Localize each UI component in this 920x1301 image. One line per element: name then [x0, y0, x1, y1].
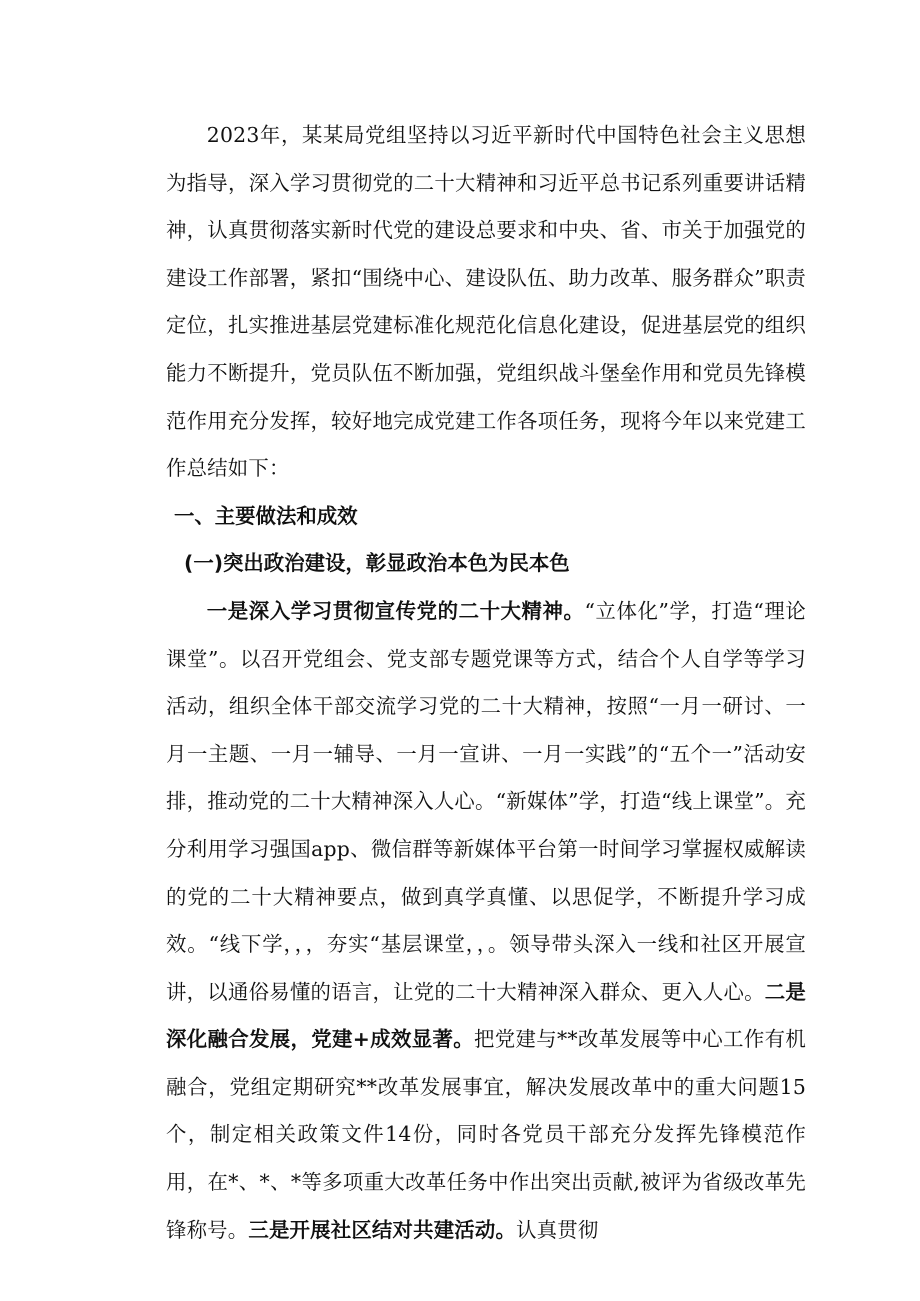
document-page	[166, 112, 806, 1254]
lead-sentence-2: 二是深化融合发展，党建+成效显著。	[166, 979, 807, 1052]
section-heading: 一、主要做法和成效	[174, 503, 358, 528]
body-text-2: 把党建与**改革发展等中心工作有机融合，党组定期研究**改革发展事宜，解决发展改革中的重大问题15个，制定相关政策文件14份，同时各党员干部充分发挥先锋模范作用，在*、*、*等多项重大改革任务中作出突出贡献,被评为省级改革先锋称号。	[166, 1027, 806, 1242]
lead-sentence-1: 一是深入学习贯彻宣传党的二十大精神。	[206, 598, 585, 623]
subsection-heading: (一)突出政治建设，彰显政治本色为民本色	[184, 551, 570, 576]
body-text-1: “立体化”学，打造“理论课堂”。以召开党组会、党支部专题党课等方式，结合个人自学等学习活动，组织全体干部交流学习党的二十大精神，按照“一月一研讨、一月一主题、一月一辅导、一月一宣讲、一月一实践”的“五个一”活动安排，推动党的二十大精神深入人心。“新媒体”学，打造“线上课堂”。充分利用学习强国app、微信群等新媒体平台第一时间学习掌握权威解读的党的二十大精神要点，做到真学真懂、以思促学，不断提升学习成效。“线下学，，，夯实“基层课堂，，。领导带头深入一线和社区开展宣讲，以通俗易懂的语言，让党的二十大精神深入群众、更入人心。	[166, 598, 806, 1004]
body-paragraph	[166, 588, 806, 1254]
body-text-3: 认真贯彻	[516, 1217, 599, 1242]
intro-paragraph: 2023年，某某局党组坚持以习近平新时代中国特色社会主义思想为指导，深入学习贯彻党的二十大精神和习近平总书记系列重要讲话精神，认真贯彻落实新时代党的建设总要求和中央、省、市关于加强党的建设工作部署，紧扣“围绕中心、建设队伍、助力改革、服务群众”职责定位，扎实推进基层党建标准化规范化信息化建设，促进基层党的组织能力不断提升，党员队伍不断加强，党组织战斗堡垒作用和党员先锋模范作用充分发挥，较好地完成党建工作各项任务，现将今年以来党建工作总结如下：	[166, 123, 806, 481]
lead-sentence-3: 三是开展社区结对共建活动。	[248, 1217, 517, 1242]
